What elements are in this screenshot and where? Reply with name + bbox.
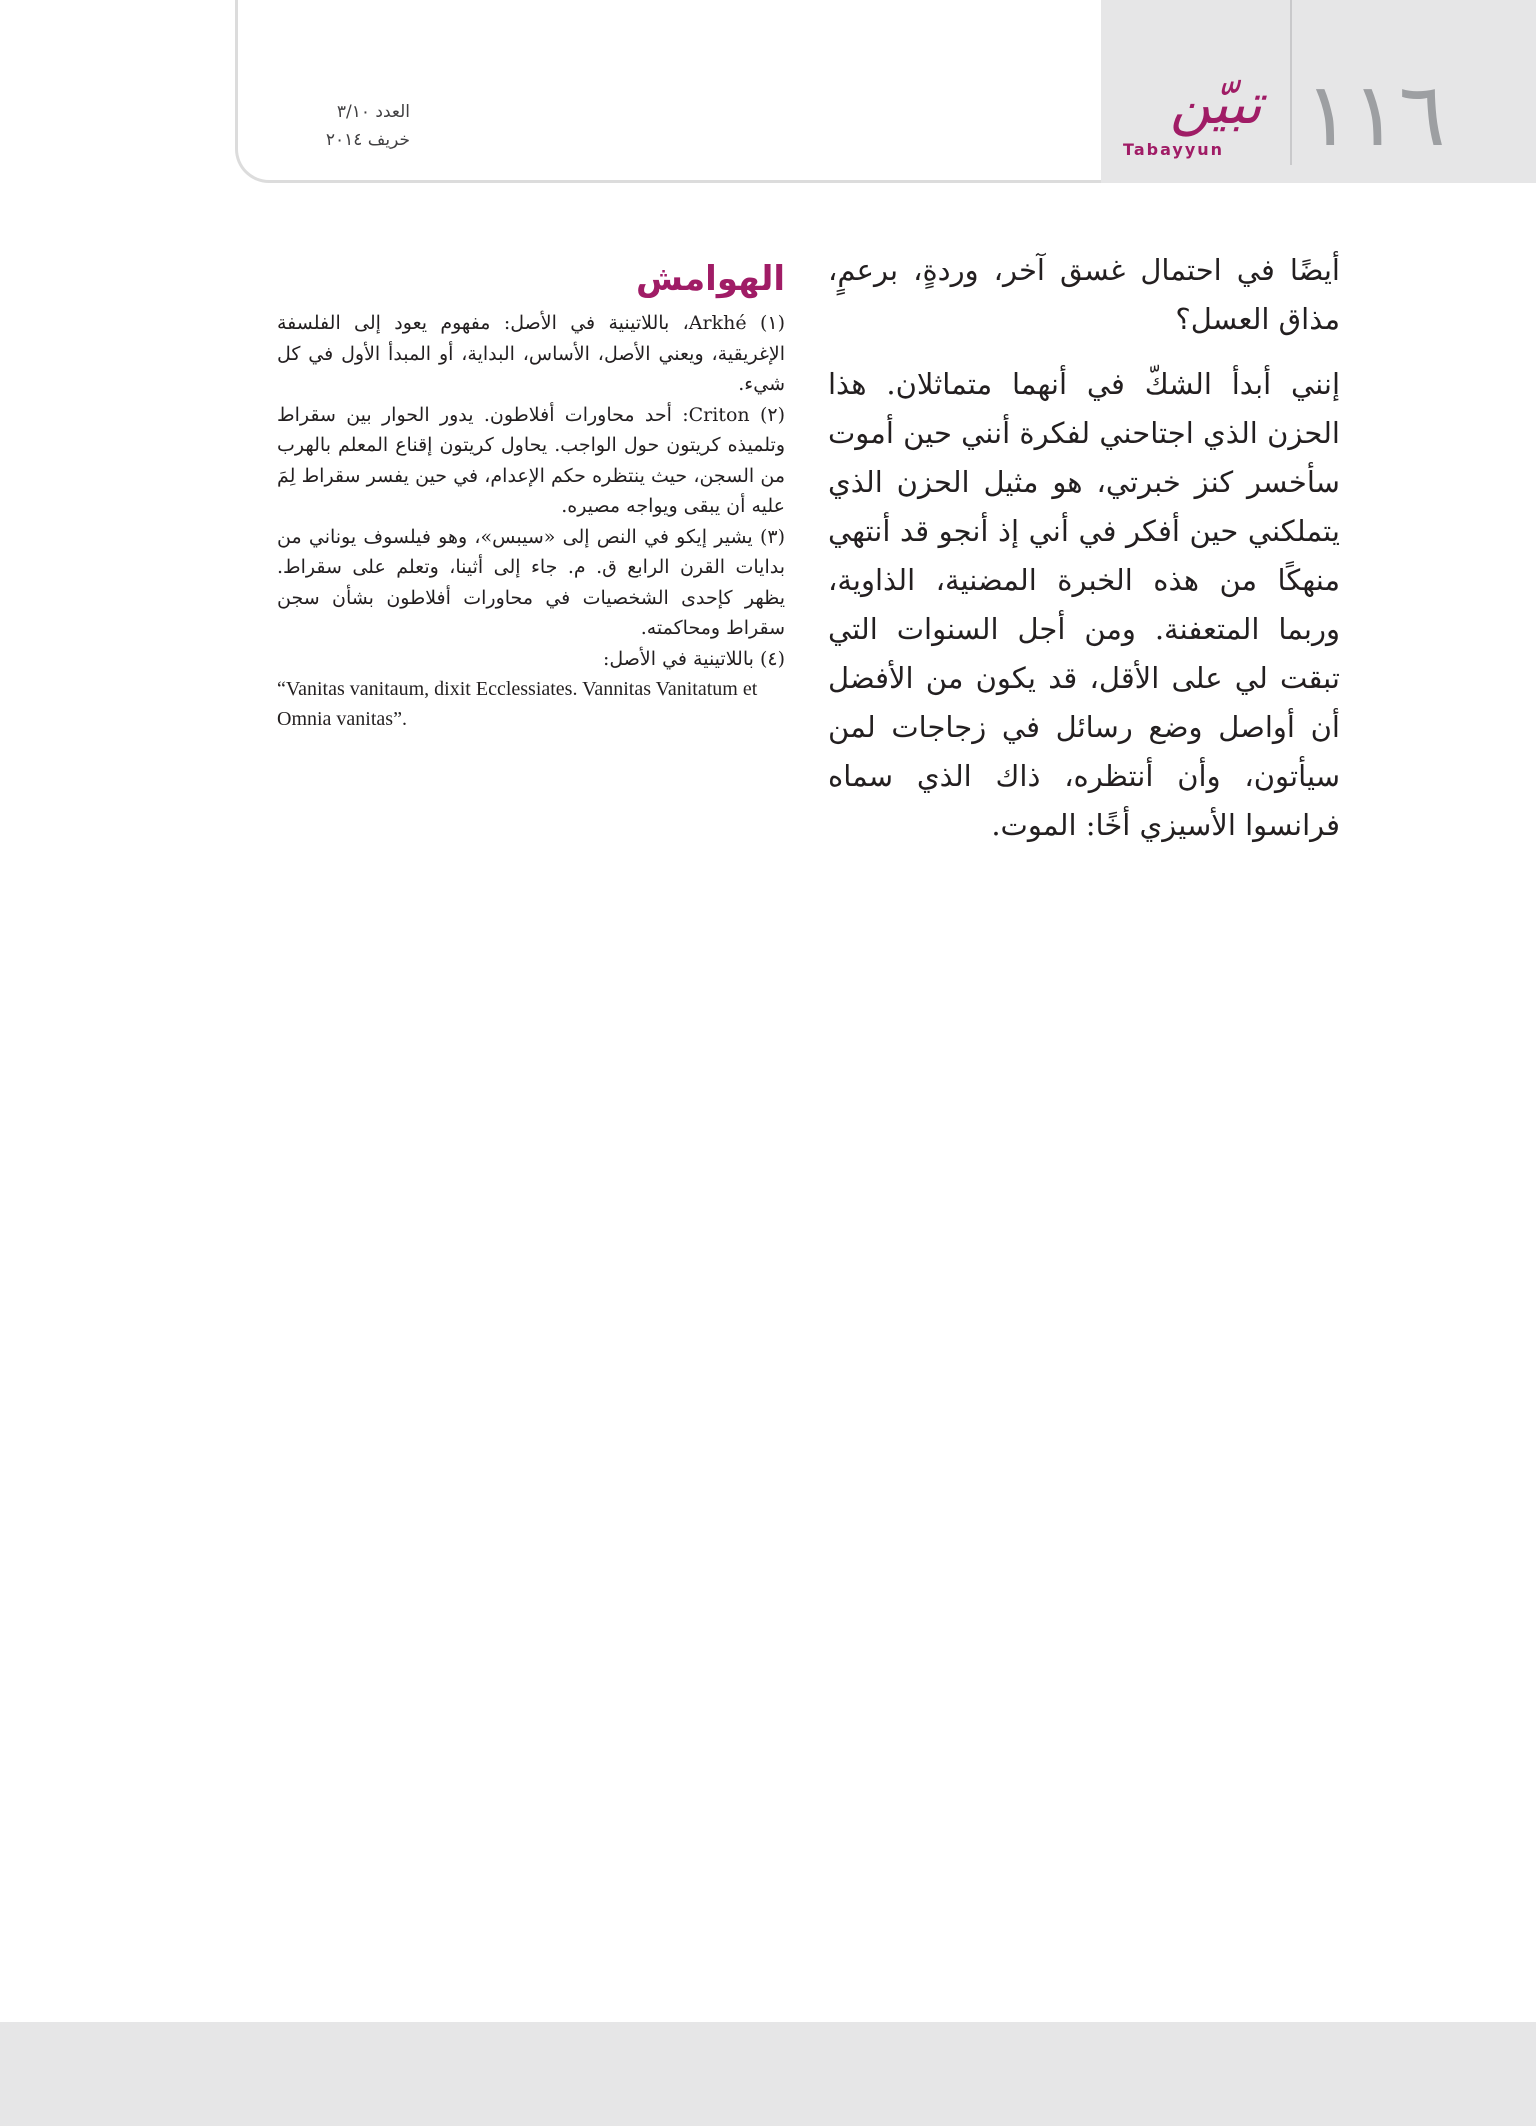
footnote-item: (٣) يشير إيكو في النص إلى «سيبس»، وهو فيلسوف يوناني من بدايات القرن الرابع ق. م. جاء إلى أثينا، وتعلم على سقراط. يظهر كإحدى الشخصيات في محاورات أفلاطون بشأن سجن سقراط ومحاكمته. xyxy=(277,525,785,639)
logo-latin-wordmark: Tabayyun xyxy=(1123,140,1225,159)
main-paragraph: إنني أبدأ الشكّ في أنهما متماثلان. هذا الحزن الذي اجتاحني لفكرة أنني حين أموت سأخسر كنز خبرتي، هو مثيل الحزن الذي يتملكني حين أفكر في أني إذ أنجو قد أنتهي منهكًا من هذه الخبرة المضنية، الذاوية، وربما المتعفنة. ومن أجل السنوات التي تبقت لي على الأقل، قد يكون من الأفضل أن أواصل وضع رسائل في زجاجات لمن سيأتون، وأن أنتظره، ذاك الذي سماه فرانسوا الأسيزي أخًا: الموت. xyxy=(828,367,1340,842)
footnote-item: (١) Arkhé، باللاتينية في الأصل: مفهوم يعود إلى الفلسفة الإغريقية، ويعني الأصل، الأساس، البداية، أو المبدأ الأول في كل شيء. xyxy=(277,312,785,395)
magazine-logo xyxy=(1118,70,1278,170)
footnotes-title: الهوامش xyxy=(636,259,785,299)
footnotes-section xyxy=(277,254,785,734)
main-text-column xyxy=(828,246,1340,866)
issue-season: خريف ٢٠١٤ xyxy=(325,130,410,150)
footnote-item: (٢) Criton: أحد محاورات أفلاطون. يدور الحوار بين سقراط وتلميذه كريتون حول الواجب. يحاول كريتون إقناع المعلم بالهرب من السجن، حيث ينتظره حكم الإعدام، في حين يفسر سقراط لِمَ عليه أن يبقى ويواجه مصيره. xyxy=(277,403,786,517)
issue-number: العدد ٣/١٠ xyxy=(336,102,410,122)
issue-info xyxy=(270,98,410,154)
footnote-latin-quote: “Vanitas vanitaum, dixit Ecclessiates. Vannitas Vanitatum et Omnia vanitas”. xyxy=(277,678,758,730)
page-number: ١١٦ xyxy=(1304,63,1446,166)
footnote-item: (٤) باللاتينية في الأصل: xyxy=(602,647,785,670)
header-divider xyxy=(1290,0,1292,165)
logo-arabic-wordmark: تبيّن xyxy=(1169,72,1262,137)
footer-band xyxy=(0,2022,1536,2126)
main-paragraph: أيضًا في احتمال غسق آخر، وردةٍ، برعمٍ، مذاق العسل؟ xyxy=(828,253,1340,336)
